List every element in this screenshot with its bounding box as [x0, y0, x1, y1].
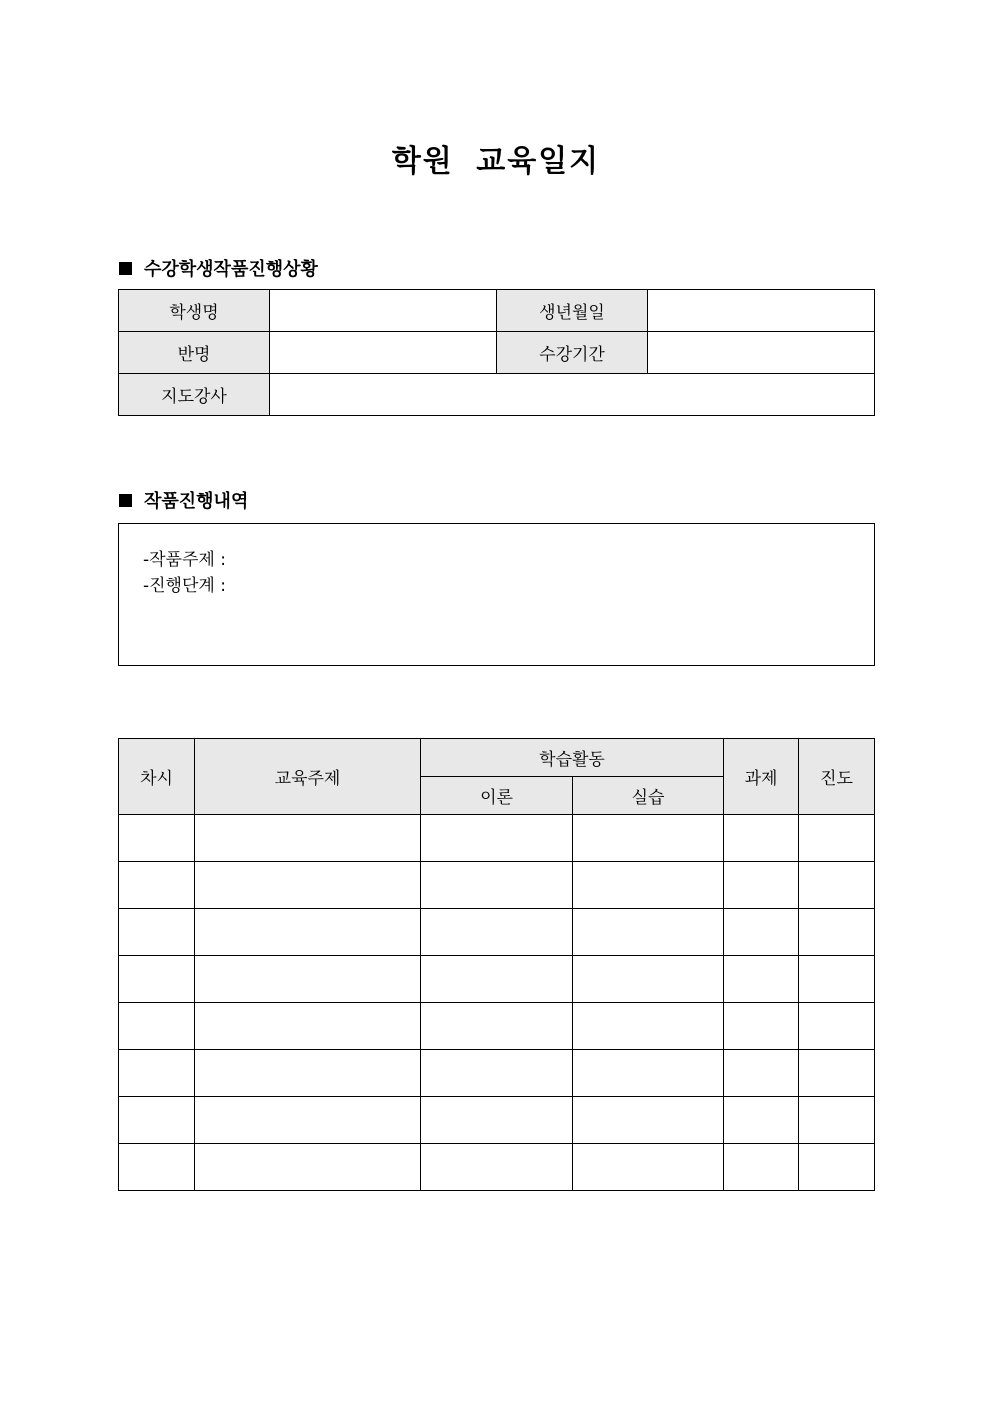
- cell-topic[interactable]: [195, 1050, 421, 1097]
- cell-session[interactable]: [119, 1097, 195, 1144]
- progress-stage-line: -진행단계 :: [143, 576, 226, 596]
- table-row: [119, 332, 875, 374]
- cell-practice[interactable]: [573, 1003, 724, 1050]
- cell-progress[interactable]: [799, 1003, 875, 1050]
- table-row: [119, 1144, 875, 1191]
- header-progress: 진도: [799, 739, 875, 815]
- table-row: [119, 374, 875, 416]
- cell-session[interactable]: [119, 1003, 195, 1050]
- header-assignment: 과제: [724, 739, 799, 815]
- cell-session[interactable]: [119, 1050, 195, 1097]
- cell-session[interactable]: [119, 956, 195, 1003]
- section-heading-student-status: [119, 255, 318, 281]
- cell-topic[interactable]: [195, 1097, 421, 1144]
- table-row: [119, 862, 875, 909]
- cell-topic[interactable]: [195, 862, 421, 909]
- birthdate-field[interactable]: [648, 290, 875, 332]
- section-heading-work-history: [119, 487, 248, 513]
- table-row: [119, 1050, 875, 1097]
- cell-theory[interactable]: [421, 815, 573, 862]
- table-row: [119, 956, 875, 1003]
- table-row: [119, 1003, 875, 1050]
- cell-theory[interactable]: [421, 862, 573, 909]
- cell-session[interactable]: [119, 815, 195, 862]
- period-field[interactable]: [648, 332, 875, 374]
- cell-session[interactable]: [119, 862, 195, 909]
- cell-assignment[interactable]: [724, 862, 799, 909]
- period-label: 수강기간: [497, 332, 648, 374]
- cell-progress[interactable]: [799, 909, 875, 956]
- class-name-field[interactable]: [270, 332, 497, 374]
- lesson-rows: [119, 815, 875, 1191]
- cell-theory[interactable]: [421, 1097, 573, 1144]
- cell-assignment[interactable]: [724, 1097, 799, 1144]
- student-name-field[interactable]: [270, 290, 497, 332]
- header-theory: 이론: [421, 777, 573, 815]
- cell-theory[interactable]: [421, 1003, 573, 1050]
- square-bullet-icon: [119, 262, 132, 275]
- cell-assignment[interactable]: [724, 956, 799, 1003]
- cell-progress[interactable]: [799, 1097, 875, 1144]
- page-title: 학원 교육일지: [391, 144, 601, 179]
- cell-progress[interactable]: [799, 1050, 875, 1097]
- header-practice: 실습: [573, 777, 724, 815]
- table-row: [119, 290, 875, 332]
- lesson-log-table: [118, 738, 875, 1191]
- cell-topic[interactable]: [195, 956, 421, 1003]
- instructor-label: 지도강사: [119, 374, 270, 416]
- cell-assignment[interactable]: [724, 1144, 799, 1191]
- square-bullet-icon: [119, 494, 132, 507]
- cell-progress[interactable]: [799, 862, 875, 909]
- cell-topic[interactable]: [195, 1144, 421, 1191]
- cell-theory[interactable]: [421, 956, 573, 1003]
- header-session: 차시: [119, 739, 195, 815]
- section-heading-label: 수강학생작품진행상황: [144, 259, 318, 280]
- work-progress-box[interactable]: [118, 523, 875, 666]
- cell-progress[interactable]: [799, 815, 875, 862]
- cell-practice[interactable]: [573, 815, 724, 862]
- cell-assignment[interactable]: [724, 815, 799, 862]
- birthdate-label: 생년월일: [497, 290, 648, 332]
- cell-session[interactable]: [119, 1144, 195, 1191]
- work-topic-line: -작품주제 :: [143, 550, 226, 570]
- cell-practice[interactable]: [573, 909, 724, 956]
- cell-topic[interactable]: [195, 909, 421, 956]
- table-row: [119, 815, 875, 862]
- cell-topic[interactable]: [195, 815, 421, 862]
- header-activity: 학습활동: [421, 739, 724, 777]
- cell-practice[interactable]: [573, 1050, 724, 1097]
- cell-progress[interactable]: [799, 956, 875, 1003]
- section-heading-label: 작품진행내역: [144, 491, 249, 512]
- table-row: [119, 909, 875, 956]
- cell-assignment[interactable]: [724, 1050, 799, 1097]
- cell-assignment[interactable]: [724, 1003, 799, 1050]
- cell-session[interactable]: [119, 909, 195, 956]
- class-name-label: 반명: [119, 332, 270, 374]
- cell-theory[interactable]: [421, 1144, 573, 1191]
- student-name-label: 학생명: [119, 290, 270, 332]
- cell-progress[interactable]: [799, 1144, 875, 1191]
- header-topic: 교육주제: [195, 739, 421, 815]
- cell-topic[interactable]: [195, 1003, 421, 1050]
- table-header-row: [119, 739, 875, 777]
- cell-practice[interactable]: [573, 1144, 724, 1191]
- cell-theory[interactable]: [421, 909, 573, 956]
- cell-assignment[interactable]: [724, 909, 799, 956]
- cell-theory[interactable]: [421, 1050, 573, 1097]
- table-row: [119, 1097, 875, 1144]
- cell-practice[interactable]: [573, 862, 724, 909]
- cell-practice[interactable]: [573, 1097, 724, 1144]
- student-info-table: [118, 289, 875, 416]
- cell-practice[interactable]: [573, 956, 724, 1003]
- instructor-field[interactable]: [270, 374, 875, 416]
